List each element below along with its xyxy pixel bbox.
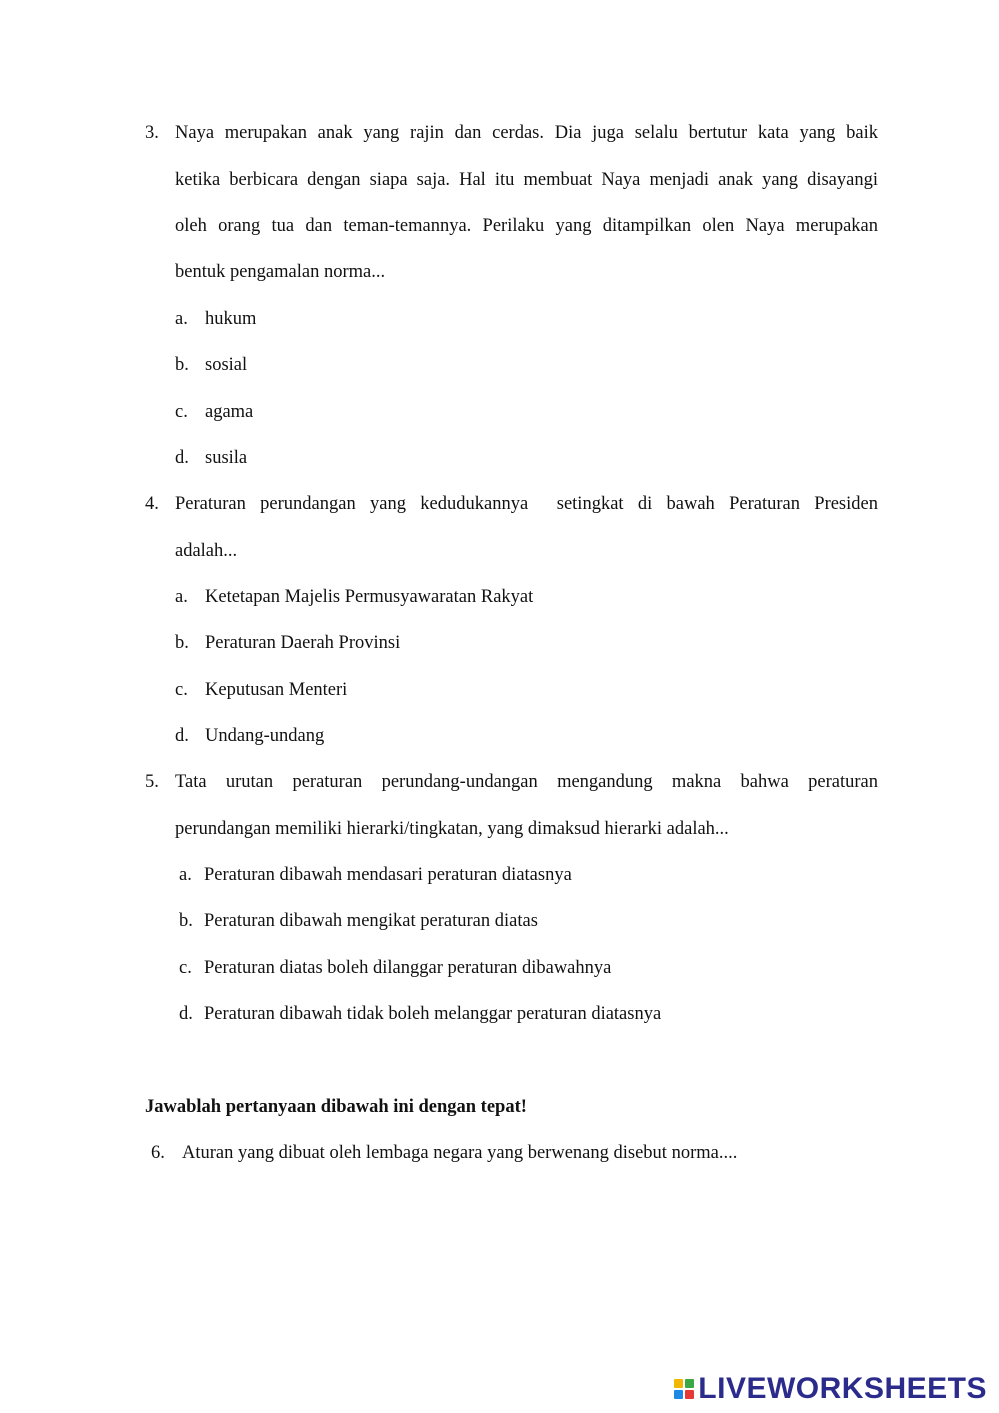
answer-option[interactable] [175,631,400,655]
question-text-line: oleh orang tua dan teman-temannya. Perilaku yang ditampilkan olen Naya merupakan [175,216,878,236]
option-text: Peraturan dibawah mendasari peraturan diatasnya [204,865,572,885]
answer-option[interactable] [175,678,347,702]
option-letter: b. [179,911,193,931]
logo-tile [685,1379,694,1388]
question-text-line: perundangan memiliki hierarki/tingkatan, yang dimaksud hierarki adalah... [175,819,729,839]
answer-option[interactable] [175,446,247,470]
option-letter: c. [175,402,188,422]
answer-option[interactable] [179,909,538,933]
option-letter: b. [175,633,189,653]
option-letter: d. [179,1004,193,1024]
question-text-line: Aturan yang dibuat oleh lembaga negara yang berwenang disebut norma.... [182,1143,738,1163]
answer-option[interactable] [175,353,247,377]
question-number: 5. [145,772,159,792]
logo-tile [674,1379,683,1388]
logo-text: LIVEWORKSHEETS [698,1372,987,1405]
option-text: susila [205,448,248,468]
option-text: Peraturan diatas boleh dilanggar peraturan dibawahnya [204,958,612,978]
section-heading: Jawablah pertanyaan dibawah ini dengan tepat! [145,1097,527,1117]
option-text: Peraturan dibawah tidak boleh melanggar peraturan diatasnya [204,1004,662,1024]
option-letter: c. [175,680,188,700]
option-text: sosial [205,355,248,375]
option-letter: d. [175,726,189,746]
liveworksheets-logo-icon [674,1379,694,1399]
answer-option[interactable] [175,724,324,748]
answer-option[interactable] [179,956,611,980]
question-text-line: Tata urutan peraturan perundang-undangan mengandung makna bahwa peraturan [175,772,878,792]
option-text: Ketetapan Majelis Permusyawaratan Rakyat [205,587,534,607]
option-text: agama [205,402,254,422]
question-text-line: Peraturan perundangan yang kedudukannya setingkat di bawah Peraturan Presiden [175,494,878,514]
option-text: Undang-undang [205,726,325,746]
option-letter: a. [179,865,192,885]
question-text-line: Naya merupakan anak yang rajin dan cerdas. Dia juga selalu bertutur kata yang baik [175,123,878,143]
question-text-line: ketika berbicara dengan siapa saja. Hal itu membuat Naya menjadi anak yang disayangi [175,170,878,190]
option-letter: a. [175,309,188,329]
logo-tile [674,1390,683,1399]
question-text-line: adalah... [175,541,238,561]
option-letter: a. [175,587,188,607]
option-text: hukum [205,309,257,329]
logo-tile [685,1390,694,1399]
answer-option[interactable] [175,400,253,424]
option-letter: d. [175,448,189,468]
option-letter: c. [179,958,192,978]
option-letter: b. [175,355,189,375]
question-number: 3. [145,123,159,143]
option-text: Peraturan Daerah Provinsi [205,633,401,653]
answer-option[interactable] [175,307,256,331]
option-text: Peraturan dibawah mengikat peraturan diatas [204,911,538,931]
answer-option[interactable] [175,585,533,609]
option-text: Keputusan Menteri [205,680,348,700]
question-text-line: bentuk pengamalan norma... [175,262,386,282]
question-number: 4. [145,494,159,514]
question-number: 6. [151,1143,165,1163]
liveworksheets-logo [674,1372,987,1406]
answer-option[interactable] [179,863,572,887]
answer-option[interactable] [179,1002,661,1026]
